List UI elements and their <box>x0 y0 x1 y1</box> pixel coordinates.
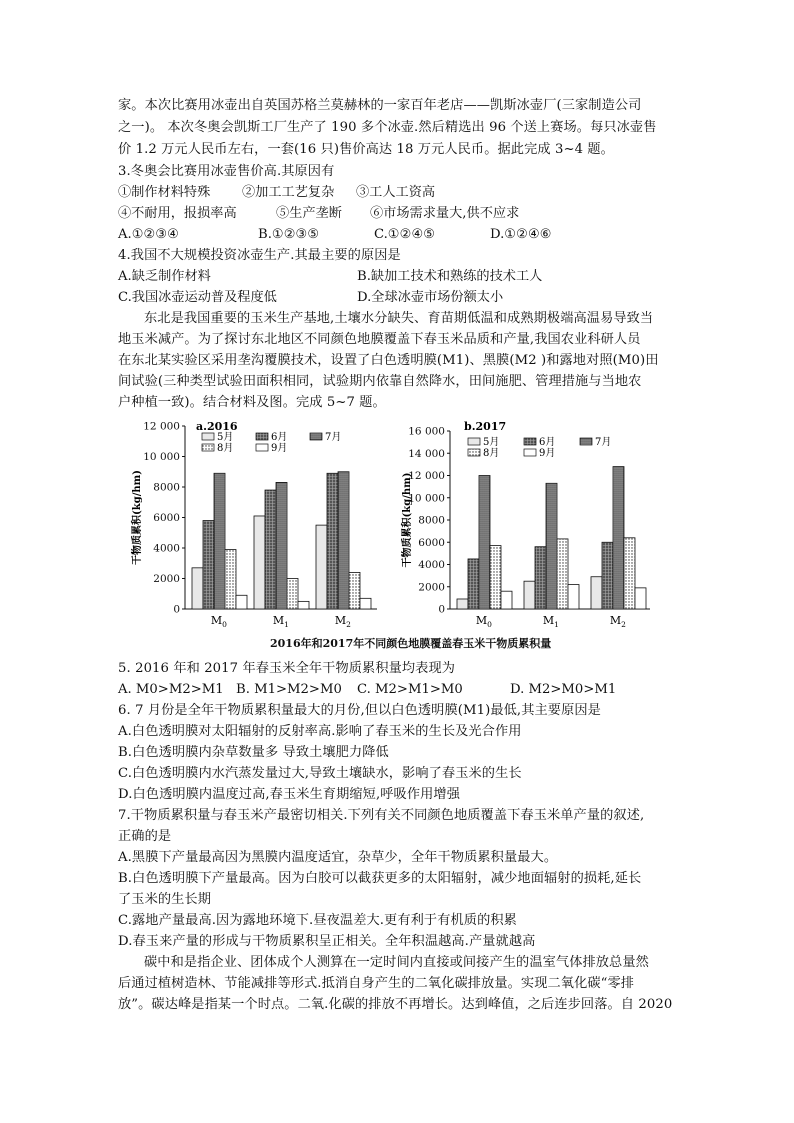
legend-swatch <box>310 433 322 440</box>
passage2-line-5: 户种植一致)。结合材料及图。完成 5~7 题。 <box>118 395 386 410</box>
legend-swatch <box>256 433 268 440</box>
q6-option-a[interactable]: A.白色透明膜对太阳辐射的反射率高.影响了春玉米的生长及光合作用 <box>118 724 522 739</box>
bar-M0-7月 <box>214 473 225 609</box>
y-tick-label: 6000 <box>418 536 445 549</box>
bar-M2-9月 <box>635 588 646 609</box>
legend-label: 8月 <box>217 443 234 454</box>
chart-title: b.2017 <box>464 420 507 433</box>
chart-2016 <box>130 418 380 642</box>
y-tick-label: 0 <box>438 603 445 616</box>
category-subscript: 0 <box>487 620 492 629</box>
passage1-line-1: 家。本次比赛用冰壶出自英国苏格兰莫赫林的一家百年老店——凯斯冰壶厂(三家制造公司 <box>118 98 642 113</box>
category-label: M <box>334 614 347 627</box>
legend-label: 5月 <box>483 437 500 448</box>
legend-label: 5月 <box>217 432 234 443</box>
legend-label: 9月 <box>539 448 556 459</box>
bar-M1-9月 <box>298 601 309 609</box>
q4-option-a[interactable]: A.缺乏制作材料 <box>118 269 211 284</box>
chart-2017 <box>400 418 660 642</box>
category-subscript: 1 <box>284 620 289 629</box>
legend-swatch <box>256 444 268 451</box>
bar-M0-7月 <box>479 476 490 610</box>
bar-M0-6月 <box>468 559 479 609</box>
bar-M2-6月 <box>327 473 338 609</box>
q4-stem: 4.我国不大规模投资冰壶生产.其最主要的原因是 <box>118 248 401 263</box>
q3-item-6: ⑥市场需求量大,供不应求 <box>370 206 520 221</box>
passage2-line-2: 地玉米减产。为了探讨东北地区不同颜色地膜覆盖下春玉米品质和产量,我国农业科研人员 <box>118 332 641 347</box>
y-axis-label: 干物质累积(kg/hm) <box>402 472 413 568</box>
q5-stem: 5. 2016 年和 2017 年春玉米全年干物质累积量均表现为 <box>118 661 456 676</box>
legend-label: 8月 <box>483 448 500 459</box>
legend-label: 6月 <box>271 432 288 443</box>
bar-M1-7月 <box>546 483 557 609</box>
q3-option-d[interactable]: D.①②④⑥ <box>490 227 552 242</box>
bar-M0-5月 <box>457 599 468 609</box>
q5-option-b[interactable]: B. M1>M2>M0 <box>236 682 342 697</box>
q6-option-c[interactable]: C.白色透明膜内水汽蒸发量过大,导致土壤缺水，影响了春玉米的生长 <box>118 766 522 781</box>
bar-M0-5月 <box>192 568 203 609</box>
q3-item-2: ②加工工艺复杂 <box>242 185 335 200</box>
q7-option-c[interactable]: C.露地产量最高.因为露地环境下.昼夜温差大.更有利于有机质的积累 <box>118 913 517 928</box>
q6-option-b[interactable]: B.白色透明膜内杂草数量多 导致土壤肥力降低 <box>118 745 389 760</box>
y-tick-label: 16 000 <box>408 425 445 438</box>
passage3-line-2: 后通过植树造林、节能减排等形式.抵消自身产生的二氧化碳排放量。实现二氧化碳“零排 <box>118 976 635 991</box>
bar-M2-9月 <box>360 598 371 609</box>
legend-swatch <box>468 438 480 445</box>
passage3-line-3: 放”。碳达峰是指某一个时点。二氧.化碳的排放不再增长。达到峰值，之后连步回落。自 2020 <box>118 997 673 1012</box>
y-tick-label: 4000 <box>418 559 445 571</box>
y-tick-label: 0 <box>173 603 180 616</box>
y-tick-label: 8000 <box>153 481 180 494</box>
y-tick-label: 12 000 <box>143 420 180 433</box>
category-subscript: 1 <box>554 620 559 629</box>
bar-M0-9月 <box>236 595 247 609</box>
q3-option-c[interactable]: C.①②④⑤ <box>374 227 436 242</box>
q6-stem: 6. 7 月份是全年干物质累积量最大的月份,但以白色透明膜(M1)最低,其主要原因是 <box>118 703 601 718</box>
bar-M0-8月 <box>225 550 236 609</box>
q3-item-4: ④不耐用，报损率高 <box>118 206 237 221</box>
category-subscript: 0 <box>222 620 227 629</box>
y-tick-label: 10 000 <box>408 492 445 505</box>
bar-M0-6月 <box>203 521 214 609</box>
category-subscript: 2 <box>621 620 626 629</box>
q5-option-d[interactable]: D. M2>M0>M1 <box>510 682 617 697</box>
y-tick-label: 6000 <box>153 512 180 524</box>
category-label: M <box>210 614 223 627</box>
bar-M1-6月 <box>535 547 546 609</box>
category-label: M <box>475 614 488 627</box>
legend-swatch <box>468 449 480 456</box>
legend-swatch <box>524 438 536 445</box>
y-tick-label: 4000 <box>153 542 180 555</box>
bar-M1-5月 <box>254 516 265 609</box>
bar-M0-8月 <box>490 546 501 609</box>
bar-M2-5月 <box>591 577 602 609</box>
bar-M2-8月 <box>349 572 360 609</box>
q3-item-3: ③工人工资高 <box>356 185 436 200</box>
q3-item-1: ①制作材料特殊 <box>118 185 211 200</box>
legend-swatch <box>202 444 214 451</box>
bar-M2-5月 <box>316 525 327 609</box>
bar-M1-8月 <box>557 539 568 609</box>
legend-swatch <box>524 449 536 456</box>
legend-swatch <box>202 433 214 440</box>
bar-M1-6月 <box>265 490 276 609</box>
y-tick-label: 12 000 <box>408 470 445 482</box>
passage1-line-3: 价 1.2 万元人民币左右，一套(16 只)售价高达 18 万元人民币。据此完成 3~4 题。 <box>118 142 614 157</box>
chart-caption: 2016年和2017年不同颜色地膜覆盖春玉米干物质累积量 <box>270 637 552 650</box>
category-label: M <box>609 614 622 627</box>
q7-option-a[interactable]: A.黑膜下产量最高因为黑膜内温度适宜，杂草少，全年干物质累积量最大。 <box>118 850 558 865</box>
y-tick-label: 14 000 <box>408 447 445 460</box>
q7-stem-line-1: 7.干物质累积量与春玉米产最密切相关.下列有关不同颜色地质覆盖下春玉米单产量的叙述, <box>118 808 645 823</box>
bar-M2-7月 <box>338 472 349 609</box>
q3-stem: 3.冬奥会比赛用冰壶售价高.其原因有 <box>118 164 335 179</box>
bar-M0-9月 <box>501 591 512 609</box>
q4-option-c[interactable]: C.我国冰壶运动普及程度低 <box>118 290 277 305</box>
legend-label: 6月 <box>539 437 556 448</box>
q3-option-a[interactable]: A.①②③④ <box>118 227 180 242</box>
q4-option-d[interactable]: D.全球冰壶市场份额太小 <box>357 290 504 305</box>
chart-title: a.2016 <box>196 420 238 433</box>
bar-M2-7月 <box>613 467 624 609</box>
q3-option-b[interactable]: B.①②③⑤ <box>258 227 320 242</box>
y-axis-label: 干物质累积(kg/hm) <box>132 470 143 565</box>
bar-M1-8月 <box>287 579 298 610</box>
q7-option-b[interactable]: B.白色透明膜下产量最高。因为白胶可以截获更多的太阳辐射，减少地面辐射的损耗,延长 <box>118 871 642 886</box>
y-tick-label: 10 000 <box>143 451 180 463</box>
bar-M2-8月 <box>624 538 635 609</box>
legend-label: 9月 <box>271 443 288 454</box>
passage2-line-1: 东北是我国重要的玉米生产基地,土壤水分缺失、育苗期低温和成熟期极端高温易导致当 <box>144 311 654 326</box>
legend-swatch <box>580 438 592 445</box>
q6-option-d[interactable]: D.白色透明膜内温度过高,春玉米生育期缩短,呼吸作用增强 <box>118 787 460 802</box>
q7-option-b-cont: 了玉米的生长期 <box>118 892 212 907</box>
bar-M1-7月 <box>276 482 287 609</box>
bar-M1-9月 <box>568 585 579 609</box>
passage2-line-3: 在东北某实验区采用垄沟覆膜技术，设置了白色透明膜(M1)、黑膜(M2 )和露地对照(M0)田 <box>118 353 659 368</box>
q7-stem-line-2: 正确的是 <box>118 829 172 844</box>
q5-option-a[interactable]: A. M0>M2>M1 <box>118 682 224 697</box>
category-subscript: 2 <box>346 620 351 629</box>
q7-option-d[interactable]: D.春玉来产量的形成与干物质累积呈正相关。全年积温越高.产量就越高 <box>118 934 536 949</box>
passage3-line-1: 碳中和是指企业、团体成个人测算在一定时间内直接或间接产生的温室气体排放总量然 <box>144 955 649 970</box>
passage2-line-4: 间试验(三种类型试验田面积相同，试验期内依靠自然降水，田间施肥、管理措施与当地农 <box>118 374 642 389</box>
q4-option-b[interactable]: B.缺加工技术和熟练的技术工人 <box>357 269 543 284</box>
legend-label: 7月 <box>325 432 342 443</box>
y-tick-label: 8000 <box>418 514 445 527</box>
category-label: M <box>272 614 285 627</box>
bar-M2-6月 <box>602 542 613 609</box>
category-label: M <box>542 614 555 627</box>
legend-label: 7月 <box>595 437 612 448</box>
q3-item-5: ⑤生产垄断 <box>276 206 342 221</box>
y-tick-label: 2000 <box>153 573 180 585</box>
y-tick-label: 2000 <box>418 581 445 594</box>
q5-option-c[interactable]: C. M2>M1>M0 <box>357 682 463 697</box>
passage1-line-2: 之一)。 本次冬奥会凯斯工厂生产了 190 多个冰壶.然后精选出 96 个送上赛场。每只冰壶售 <box>118 120 657 135</box>
bar-M1-5月 <box>524 581 535 609</box>
